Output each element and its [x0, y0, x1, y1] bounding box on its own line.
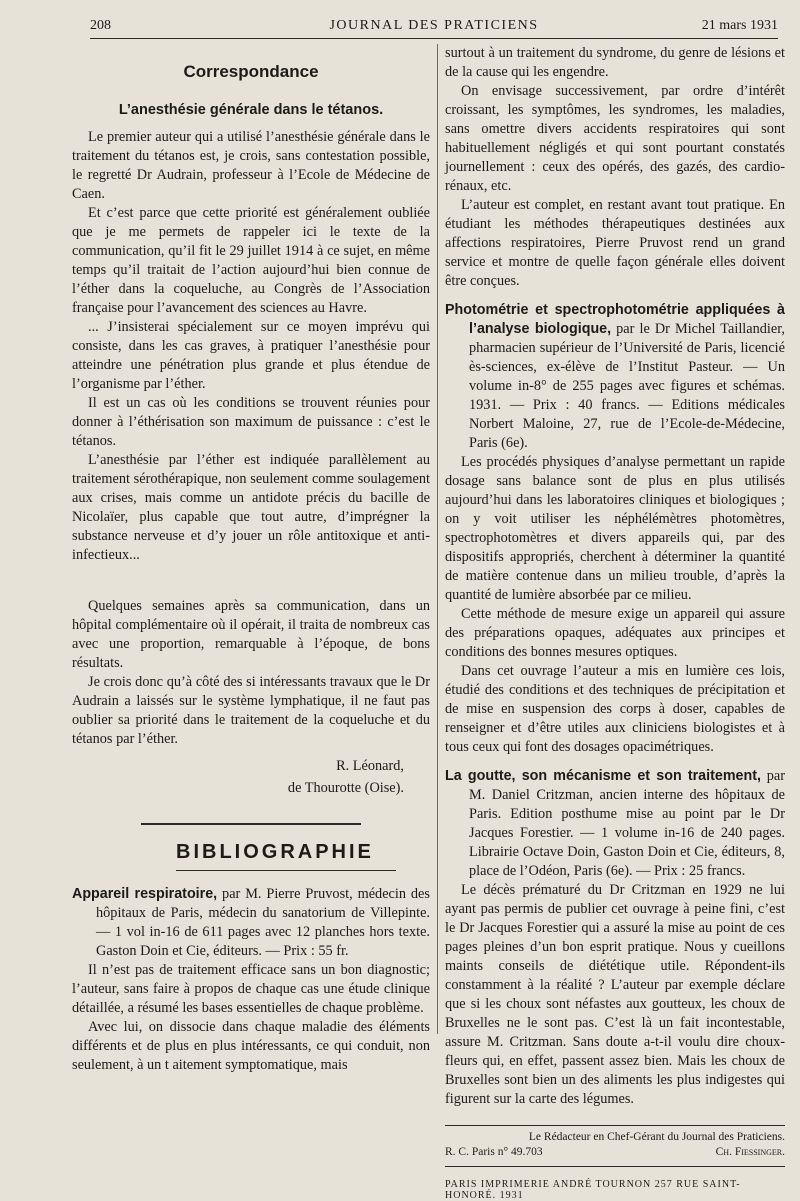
paragraph: Les procédés physiques d’analyse permettant un rapide dosage sans balance sont de plus en plus utilisés aujourd’hui dans les laboratoires cliniques et biologiques ; on y voit utiliser les néphélémètres photomètres, spectrophotomètres et divers appareils qui, par des dispositifs appropriés, cherchent à déterminer la quantité de matière contenue dans un milieu trouble, d’après la quantité de lumière absorbée par ce milieu.	[445, 454, 785, 603]
footer-rule	[445, 1125, 785, 1126]
left-column	[72, 48, 430, 1075]
paragraph: Avec lui, on dissocie dans chaque maladie des éléments différents et de plus en plus intéressants, ce qui conduit, non seulement, à un t aitement symptomatique, mais	[72, 1019, 430, 1073]
paragraph: Dans cet ouvrage l’auteur a mis en lumière ces lois, étudié des conditions et des techniques de précipitation et de mise en suspension des corps à doser, capables de renseigner et d’être utiles aux cliniciens biologistes et à tous ceux qui font des dosages opacimétriques.	[445, 663, 785, 755]
biblio-entry-title: Photométrie et spectrophotométrie appliquées à l’analyse biologique,	[445, 302, 785, 337]
footer-rule	[445, 1166, 785, 1167]
biblio-entry	[445, 767, 785, 881]
paragraph: L’anesthésie par l’éther est indiquée parallèlement au traitement sérothérapique, non seulement comme soulagement aux crises, mais comme un antidote précis du bacille de Nicolaïer, plus capable que tout autre, d’imprégner la substance nerveuse et d’y jouer un rôle antitoxique et anti-infectieux...	[72, 452, 430, 563]
journal-title: JOURNAL DES PRATICIENS	[329, 18, 539, 33]
printer-line: PARIS IMPRIMERIE ANDRÉ TOURNON 257 RUE SAINT-HONORÉ. 1931	[445, 1179, 741, 1201]
bibliography-title: BIBLIOGRAPHIE	[176, 841, 374, 863]
paragraph: Le décès prématuré du Dr Critzman en 1929 ne lui ayant pas permis de publier cet ouvrage à peine fini, c’est le Dr Jacques Forestier qui a assuré la mise au point de ces pages pleines d’un bon esprit pratique. Nous y cueillons maints conseils de diététique utile. Répondent-ils constamment à la réalité ? L’auteur par exemple déclare que si les choux sont néfastes aux goutteux, les choux de Bruxelles ne le sont pas. C’est là un fait incontestable, assure M. Critzman. Sans doute a-t-il voulu dire choux-fleurs qui, en effet, passent assez bien. Mais les choux de Bruxelles sont bien un des aliments les plus indigestes qui figurent sur la carte des légumes.	[445, 882, 785, 1107]
paragraph: Le premier auteur qui a utilisé l’anesthésie générale dans le traitement du tétanos est, je crois, sans contestation possible, le regretté Dr Audrain, professeur à l’Ecole de Médecine de Caen.	[72, 129, 430, 202]
paragraph: Il est un cas où les conditions se trouvent réunies pour donner à l’éthérisation son maximum de puissance : c’est le tétanos.	[72, 395, 430, 449]
paragraph: L’auteur est complet, en restant avant tout pratique. En étudiant les méthodes thérapeutiques destinées aux affections respiratoires, Pierre Pruvost rend un grand service et montre de quelle façon générale elles doivent être conçues.	[445, 197, 785, 289]
biblio-entry-title: Appareil respiratoire,	[72, 886, 218, 902]
section-rule	[141, 823, 361, 825]
biblio-entry	[445, 301, 785, 453]
paragraph: On envisage successivement, par ordre d’intérêt croissant, les symptômes, les syndromes, les maladies, sans omettre divers accidents respiratoires qui sont habituellement négligés et qui sont pourtant constatés journellement : ceux des opérés, des gazés, des cardio-rénaux, etc.	[445, 83, 785, 194]
biblio-entry-ref: par le Dr Michel Taillandier, pharmacien supérieur de l’Université de Paris, licencié ès-sciences, ex-élève de l’Institut Pasteur. — Un volume in-8° de 255 pages avec figures et schémas. 1931. — Prix : 40 francs. — Editions médicales Norbert Maloine, 27, rue de l’Ecole-de-Médecine, Paris (6e).	[469, 321, 785, 451]
paragraph: Il n’est pas de traitement efficace sans un bon diagnostic; l’auteur, sans faire à propos de chaque cas une étude clinique détaillée, a résumé les bases essentielles de chaque problème.	[72, 962, 430, 1016]
footer-name: Ch. Fiessinger.	[715, 1146, 785, 1158]
section-title: Correspondance	[183, 62, 319, 81]
issue-date: 21 mars 1931	[701, 18, 778, 33]
biblio-entry	[72, 885, 430, 961]
column-divider	[437, 44, 438, 1034]
article-title: L’anesthésie générale dans le tétanos.	[118, 102, 384, 118]
biblio-entry-title: La goutte, son mécanisme et son traitement,	[445, 768, 761, 784]
paragraph: Cette méthode de mesure exige un appareil qui assure des préparations opaques, adéquates aux principes et conditions des bonnes mesures optiques.	[445, 606, 785, 660]
signature-place: de Thourotte (Oise).	[287, 780, 404, 796]
section-rule	[176, 870, 396, 871]
footer-editor: Le Rédacteur en Chef-Gérant du Journal des Praticiens.	[528, 1131, 785, 1143]
paragraph: Je crois donc qu’à côté des si intéressants travaux que le Dr Audrain a laissés sur le système lymphatique, il ne faut pas oublier sa priorité dans le traitement de la coqueluche et du tétanos par l’éther.	[72, 674, 430, 747]
signature-name: R. Léonard,	[336, 758, 404, 774]
page-number: 208	[90, 18, 111, 33]
footer	[445, 1130, 785, 1160]
paragraph: surtout à un traitement du syndrome, du genre de lésions et de la cause qui les engendre.	[445, 45, 785, 80]
paragraph: ... J’insisterai spécialement sur ce moyen imprévu qui consiste, dans les cas graves, à pratiquer l’anesthésie pour atteindre une pénétration plus grande et plus étendue de l’organisme par l’éther.	[72, 319, 430, 392]
footer-rc: R. C. Paris n° 49.703	[445, 1146, 543, 1158]
paragraph: Et c’est parce que cette priorité est généralement oubliée que je me permets de rappeler ici le texte de la communication, qu’il fit le 29 juillet 1914 à ce sujet, en même temps qu’il traitait de l’action aujourd’hui bien connue de l’éther dans la coqueluche, au Congrès de l’Association française pour l’avancement des sciences au Havre.	[72, 205, 430, 316]
biblio-entry-ref: par M. Daniel Critzman, ancien interne des hôpitaux de Paris. Edition posthume mise au point par le Dr Jacques Forestier. — 1 volume in-16 de 240 pages. Librairie Octave Doin, Gaston Doin et Cie, éditeurs, 8, place de l’Odéon, Paris (6e). — Prix : 25 francs.	[469, 768, 785, 879]
running-header	[90, 18, 778, 39]
biblio-entry-ref: par M. Pierre Pruvost, médecin des hôpitaux de Paris, médecin du sanatorium de Villepinte. — 1 vol in-16 de 611 pages avec 12 planches hors texte. Gaston Doin et Cie, éditeurs. — Prix : 55 fr.	[96, 886, 430, 959]
right-column	[445, 44, 785, 1201]
paragraph: Quelques semaines après sa communication, dans un hôpital complémentaire où il opérait, il traita de nombreux cas avec une proportion, remarquable à l’époque, de bons résultats.	[72, 598, 430, 671]
